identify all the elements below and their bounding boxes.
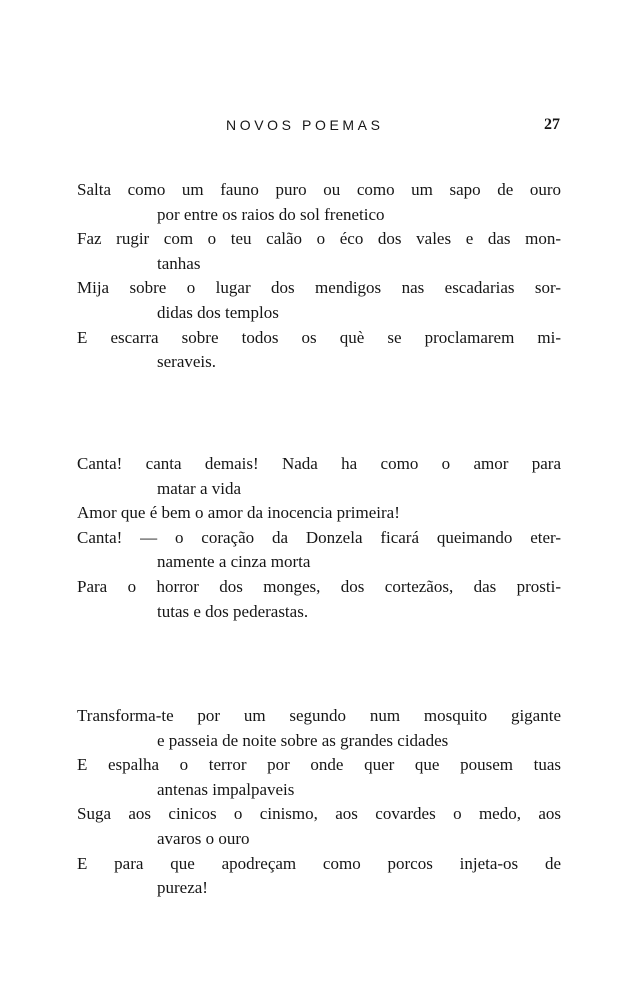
verse-line	[77, 276, 561, 325]
verse-line	[77, 575, 561, 624]
verse-line	[77, 802, 561, 851]
verse-line-continuation: por entre os raios do sol frenetico	[157, 204, 385, 224]
verse-line	[77, 501, 561, 526]
verse-line-text: Mija sobre o lugar dos mendigos nas escadarias sor-	[77, 278, 561, 298]
verse-line-continuation: didas dos templos	[157, 302, 279, 322]
verse-line	[77, 852, 561, 901]
verse-line-text: E espalha o terror por onde quer que pousem tuas	[77, 755, 561, 775]
verse-line-text: Suga aos cinicos o cinismo, aos covardes o medo, aos	[77, 804, 561, 824]
verse-line	[77, 326, 561, 375]
verse-line-text: Transforma-te por um segundo num mosquito gigante	[77, 706, 561, 725]
verse-line	[77, 178, 561, 227]
verse-line-continuation: seraveis.	[157, 352, 217, 372]
verse-line	[77, 753, 561, 802]
verse-line-text: E para que apodreçam como porcos injeta-os de	[77, 853, 561, 873]
verse-line-continuation: e passeia de noite sobre as grandes cidades	[157, 730, 449, 750]
verse-line-text: E escarra sobre todos os què se proclamarem mi-	[77, 327, 561, 347]
stanza-3	[77, 704, 561, 901]
verse-line-text: Para o horror dos monges, dos cortezãos, das prosti-	[77, 576, 561, 596]
verse-line-text: Canta! canta demais! Nada ha como o amor para	[77, 454, 561, 473]
running-title: NOVOS POEMAS	[226, 117, 384, 133]
page-header	[0, 114, 636, 138]
verse-line-continuation: antenas impalpaveis	[157, 779, 295, 799]
verse-line-text: Faz rugir com o teu calão o éco dos vales e das mon-	[77, 229, 561, 249]
stanza-2	[77, 452, 561, 624]
page-number: 27	[544, 116, 560, 133]
verse-line-continuation: tanhas	[157, 253, 201, 273]
verse-line-continuation: pureza!	[157, 878, 208, 898]
verse-line-continuation: matar a vida	[157, 478, 242, 498]
verse-line-continuation: avaros o ouro	[157, 828, 250, 848]
stanza-1	[77, 178, 561, 375]
verse-line	[77, 526, 561, 575]
verse-line	[77, 227, 561, 276]
verse-line-text: Amor que é bem o amor da inocencia primeira!	[77, 503, 400, 523]
verse-line	[77, 704, 561, 753]
verse-line-text: Canta! — o coração da Donzela ficará queimando eter-	[77, 527, 561, 547]
verse-line-continuation: tutas e dos pederastas.	[157, 601, 309, 621]
verse-line-text: Salta como um fauno puro ou como um sapo de ouro	[77, 180, 561, 199]
verse-line	[77, 452, 561, 501]
verse-line-continuation: namente a cinza morta	[157, 552, 311, 572]
